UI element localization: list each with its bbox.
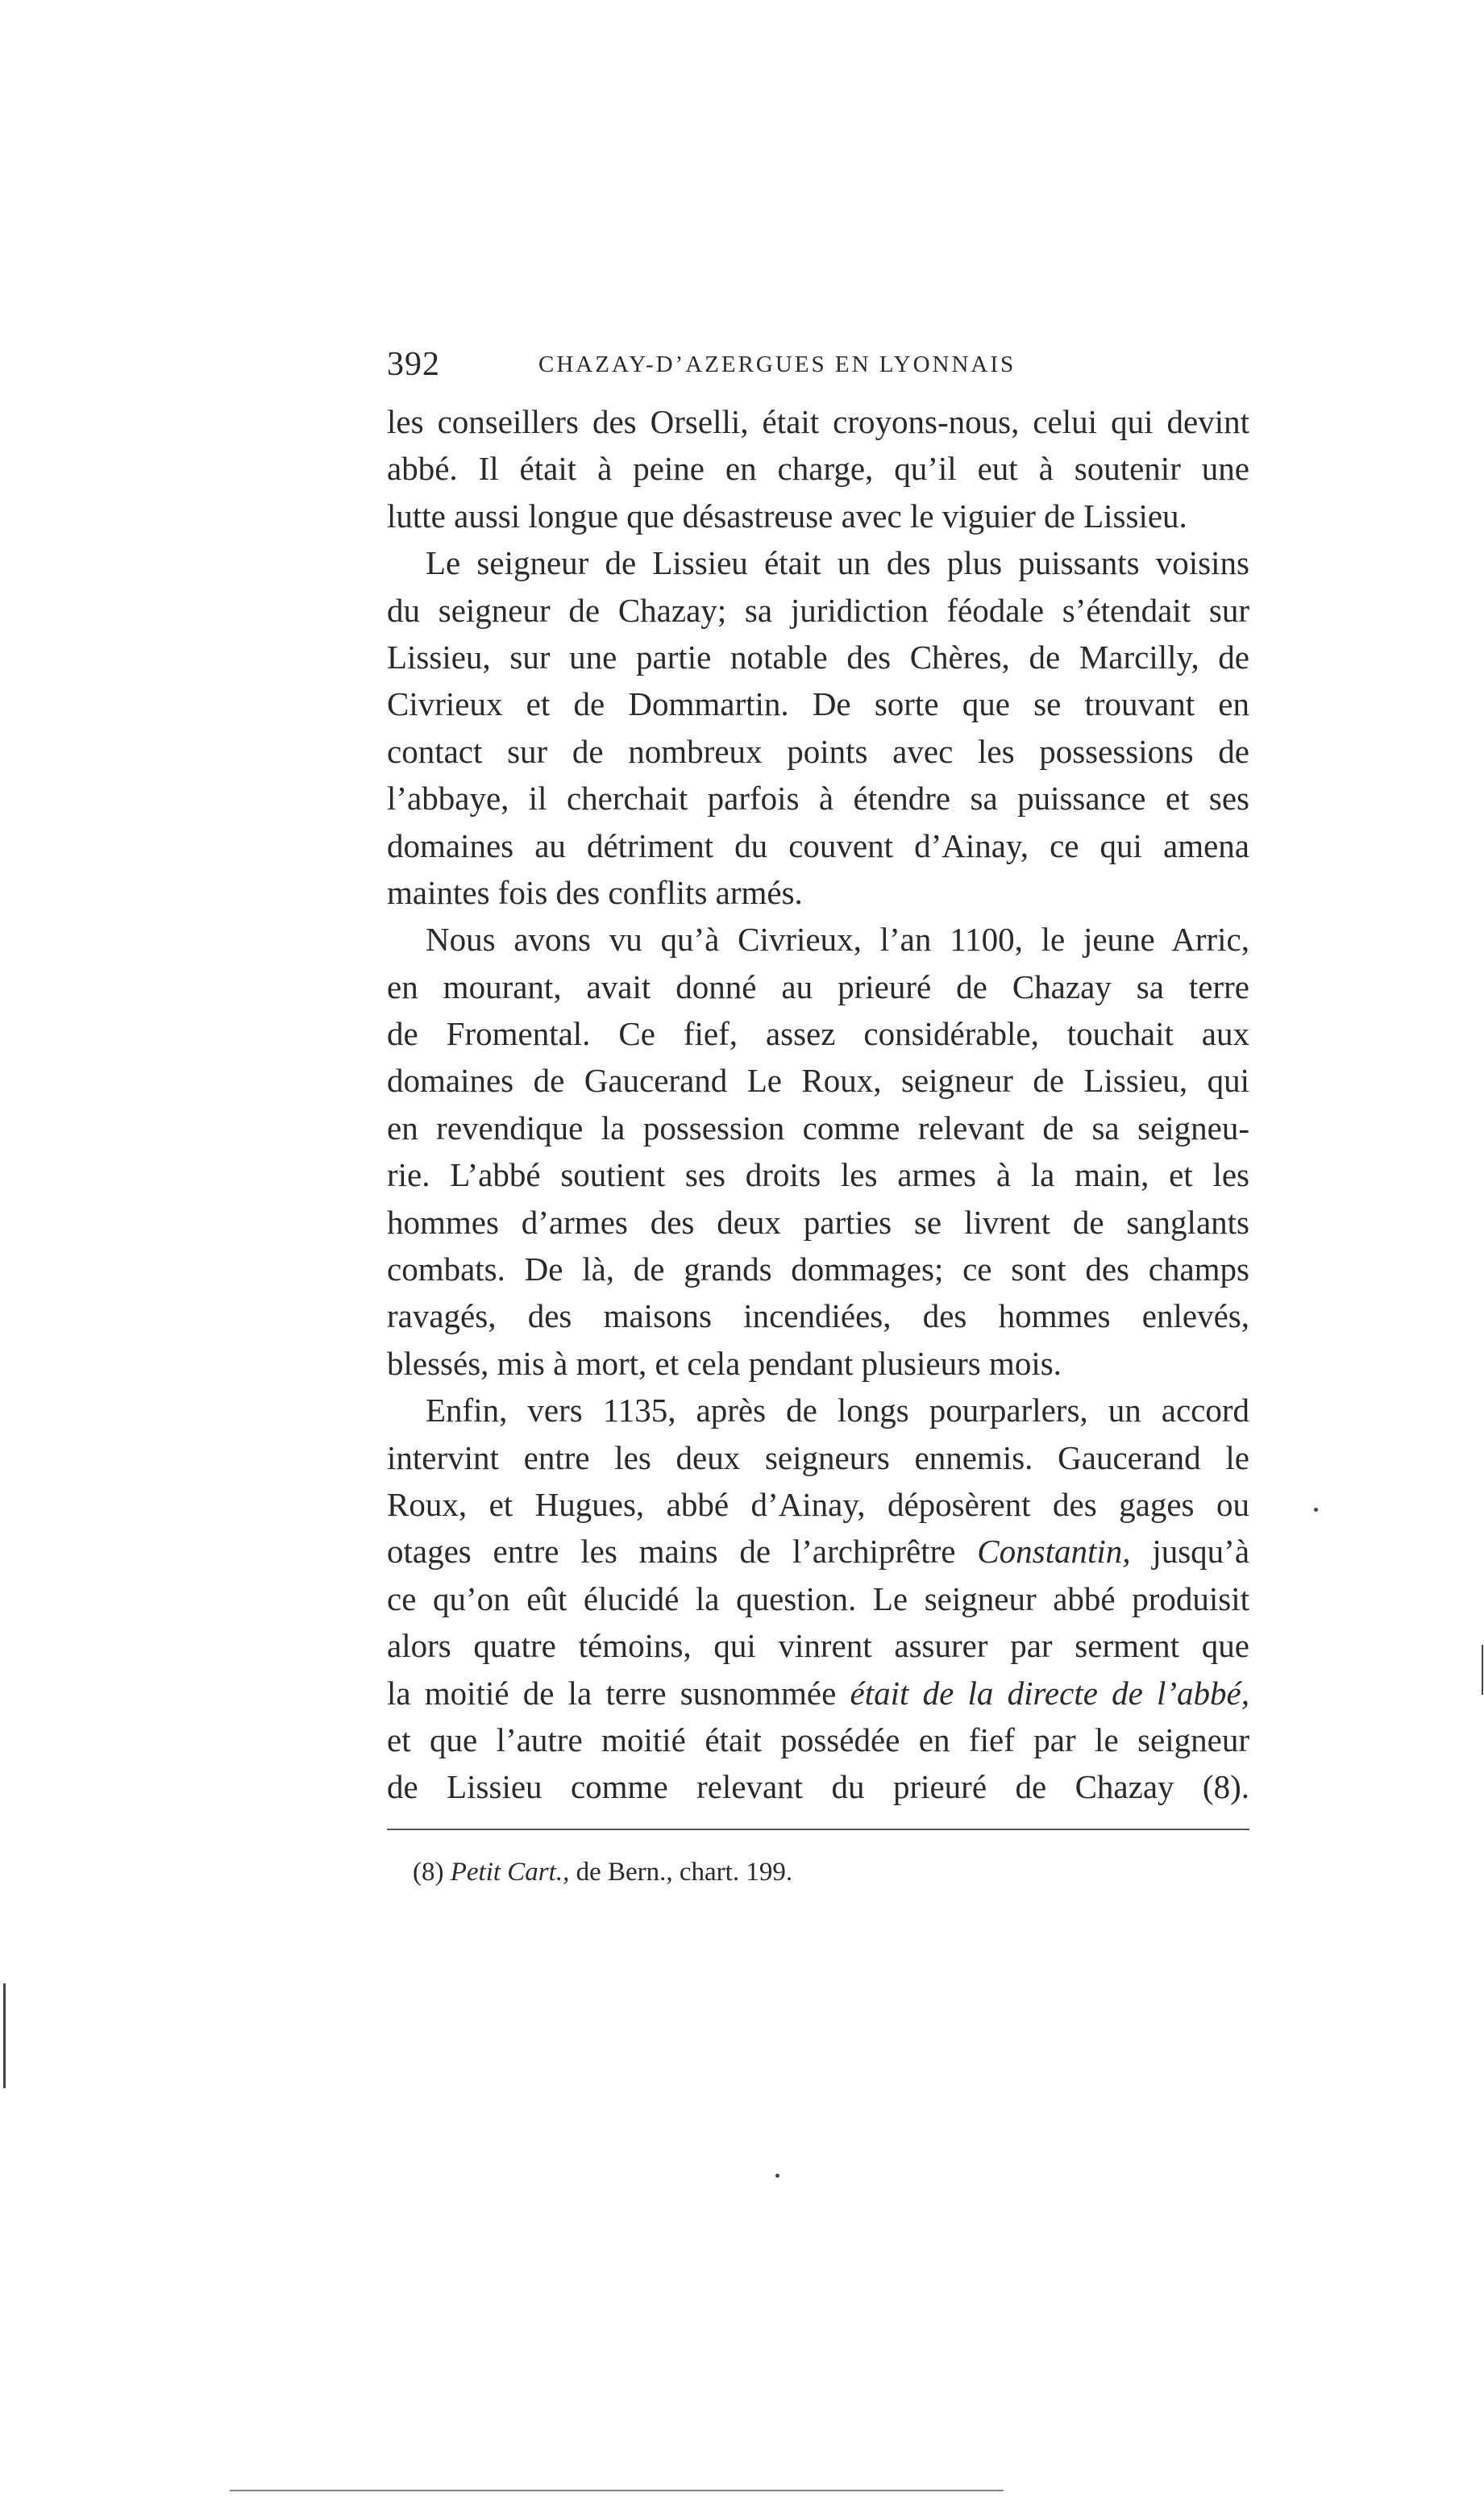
text-line: combats. De là, de grands dommages; ce sont des champs: [387, 1250, 1249, 1288]
running-head: CHAZAY-D’AZERGUES EN LYONNAIS: [538, 352, 1016, 377]
text-line: l’abbaye, il cherchait parfois à étendre sa puissance et ses: [387, 780, 1249, 818]
text-line: domaines au détriment du couvent d’Ainay, ce qui amena: [387, 826, 1249, 864]
text-line: de Lissieu comme relevant du prieuré de Chazay (8).: [387, 1768, 1249, 1806]
text-line: Lissieu, sur une partie notable des Chères, de Marcilly, de: [387, 638, 1249, 676]
footnote-source-italic: Petit Cart.,: [450, 1858, 570, 1887]
text-line: Enfin, vers 1135, après de longs pourparlers, un accord: [426, 1392, 1249, 1429]
text-line: blessés, mis à mort, et cela pendant plusieurs mois.: [387, 1344, 1062, 1382]
text-line: rie. L’abbé soutient ses droits les armes à la main, et les: [387, 1156, 1249, 1194]
text-line: Civrieux et de Dommartin. De sorte que se trouvant en: [387, 685, 1249, 723]
footnote-marker: (8): [413, 1858, 444, 1887]
margin-mark: [775, 2174, 779, 2178]
bottom-rule: [230, 2490, 1004, 2491]
text-line: ce qu’on eût élucidé la question. Le seigneur abbé produisit: [387, 1579, 1249, 1617]
margin-mark: [1314, 1508, 1318, 1512]
text-line: du seigneur de Chazay; sa juridiction féodale s’étendait sur: [387, 591, 1249, 629]
footnote-source: de Bern., chart. 199.: [569, 1858, 793, 1887]
body-text: [387, 398, 1249, 1811]
footnote-divider: [387, 1829, 1249, 1830]
text-segment: otages entre les mains de l’archiprêtre: [387, 1533, 956, 1571]
text-line: lutte aussi longue que désastreuse avec le viguier de Lissieu.: [387, 497, 1187, 535]
margin-mark: [1482, 1645, 1483, 1695]
italic-text: était de la directe de l’abbé,: [850, 1674, 1249, 1712]
text-line: maintes fois des conflits armés.: [387, 873, 803, 911]
text-line: domaines de Gaucerand Le Roux, seigneur de Lissieu, qui: [387, 1062, 1249, 1100]
text-line: de Fromental. Ce fief, assez considérable, touchait aux: [387, 1015, 1249, 1053]
text-line: ravagés, des maisons incendiées, des hommes enlevés,: [387, 1297, 1249, 1335]
text-line: hommes d’armes des deux parties se livrent de sanglants: [387, 1203, 1249, 1241]
text-line: en revendique la possession comme relevant de sa seigneu-: [387, 1109, 1249, 1146]
footnote: [413, 1854, 792, 1890]
text-line: Roux, et Hugues, abbé d’Ainay, déposèrent des gages ou: [387, 1485, 1249, 1523]
text-line: intervint entre les deux seigneurs ennemis. Gaucerand le: [387, 1438, 1249, 1476]
text-line: les conseillers des Orselli, était croyons-nous, celui qui devint: [387, 403, 1249, 440]
text-segment: jusqu’à: [1130, 1533, 1250, 1571]
text-line: contact sur de nombreux points avec les possessions de: [387, 732, 1249, 770]
margin-mark: [3, 1983, 6, 2088]
page-header: [387, 345, 1064, 385]
text-line: abbé. Il était à peine en charge, qu’il eut à soutenir une: [387, 450, 1249, 488]
italic-text: Constantin,: [977, 1533, 1131, 1571]
page-number: 392: [387, 346, 440, 383]
text-segment: la moitié de la terre susnommée: [387, 1674, 837, 1712]
text-line: en mourant, avait donné au prieuré de Chazay sa terre: [387, 968, 1249, 1005]
text-line: et que l’autre moitié était possédée en fief par le seigneur: [387, 1721, 1249, 1758]
text-line: alors quatre témoins, qui vinrent assurer par serment que: [387, 1627, 1249, 1665]
text-line-with-italic: [387, 1670, 1249, 1717]
text-line: Le seigneur de Lissieu était un des plus puissants voisins: [426, 544, 1249, 582]
text-line-with-italic: [387, 1528, 1249, 1575]
text-line: Nous avons vu qu’à Civrieux, l’an 1100, le jeune Arric,: [426, 921, 1249, 959]
